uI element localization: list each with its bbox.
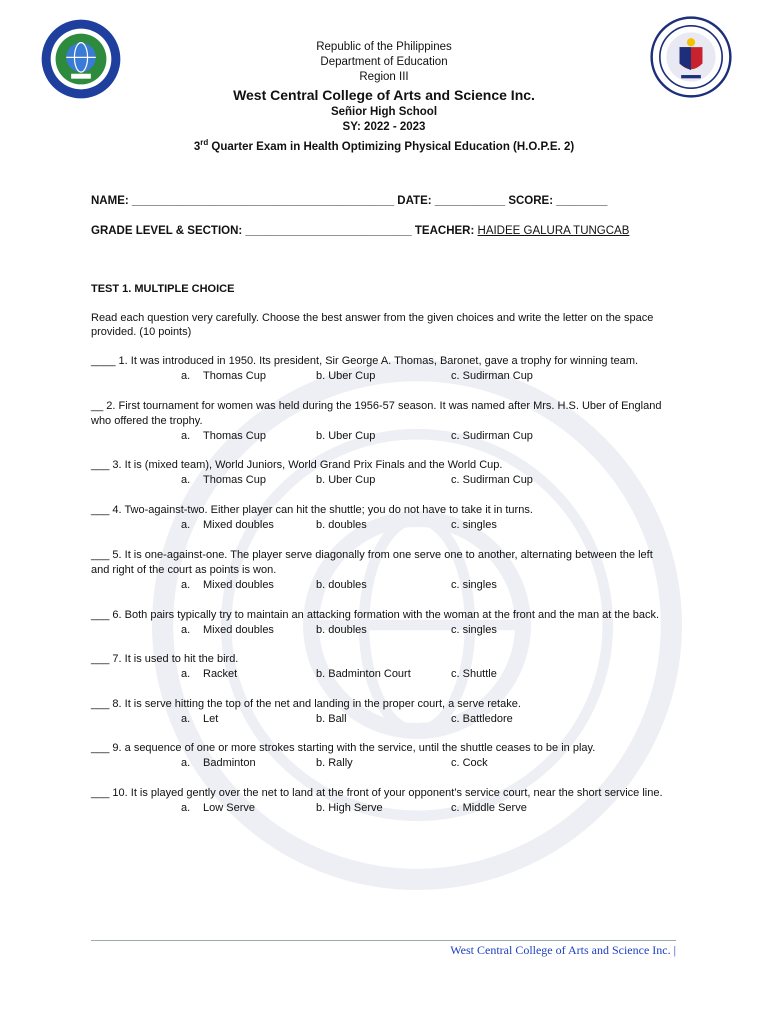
choice-a: a. Thomas Cup: [181, 474, 266, 486]
footer-divider: [91, 940, 676, 941]
choice-a: a. Thomas Cup: [181, 430, 266, 442]
question-item: [91, 652, 671, 682]
question-stem: ___ 5. It is one-against-one. The player serve diagonally from one serve one to another, alternating between the left and right of the court as points is won.: [91, 549, 653, 576]
choice-b: b. Ball: [316, 713, 347, 725]
choice-b: b. Uber Cup: [316, 370, 376, 382]
region-line: Region III: [359, 71, 409, 83]
choice-row: [91, 429, 671, 444]
question-stem: ___ 4. Two-against-two. Either player can hit the shuttle; you do not have to take it in turns.: [91, 504, 533, 516]
choice-c: c. Battledore: [451, 713, 513, 725]
choice-a: a. Let: [181, 713, 219, 725]
grade-teacher-row[interactable]: [91, 225, 629, 237]
choice-c: c. singles: [451, 624, 497, 636]
question-stem: ___ 6. Both pairs typically try to maintain an attacking formation with the woman at the front and the man at the back.: [91, 609, 660, 621]
school-name: West Central College of Arts and Science Inc.: [233, 87, 535, 103]
choice-c: c. Sudirman Cup: [451, 430, 533, 442]
school-level: Señior High School: [330, 106, 438, 118]
test-instructions: Read each question very carefully. Choose the best answer from the given choices and write the letter on the space provided. (10 points): [91, 312, 654, 338]
question-stem: ___ 8. It is serve hitting the top of the net and landing in the proper court, a serve retake.: [91, 698, 521, 710]
choice-b: b. doubles: [316, 624, 367, 636]
choice-row: [91, 369, 671, 384]
choice-row: [91, 801, 671, 816]
choice-a: a. Badminton: [181, 757, 256, 769]
exam-title: 3rd Quarter Exam in Health Optimizing Physical Education (H.O.P.E. 2): [193, 138, 575, 153]
question-stem: ____ 1. It was introduced in 1950. Its president, Sir George A. Thomas, Baronet, gave a trophy for winning team.: [91, 355, 639, 367]
choice-row: [91, 518, 671, 533]
choice-a: a. Low Serve: [181, 802, 255, 814]
choice-c: c. Sudirman Cup: [451, 474, 533, 486]
question-item: [91, 608, 671, 638]
republic-line: Republic of the Philippines: [316, 41, 452, 53]
choice-c: c. Shuttle: [451, 668, 497, 680]
choice-b: b. Badminton Court: [316, 668, 411, 680]
teacher-name: HAIDEE GALURA TUNGCAB: [477, 225, 630, 237]
choice-row: [91, 623, 671, 638]
choice-b: b. Uber Cup: [316, 430, 376, 442]
question-stem: ___ 3. It is (mixed team), World Juniors, World Grand Prix Finals and the World Cup.: [91, 459, 503, 471]
choice-row: [91, 578, 671, 593]
choice-c: c. Middle Serve: [451, 802, 527, 814]
choice-c: c. singles: [451, 579, 497, 591]
question-item: [91, 458, 671, 488]
choice-a: a. Thomas Cup: [181, 370, 266, 382]
choice-b: b. doubles: [316, 579, 367, 591]
choice-row: [91, 712, 671, 727]
document-header: [0, 40, 768, 155]
name-date-score-row[interactable]: NAME: _________________________________________ DATE: ___________ SCORE: ________: [91, 195, 608, 207]
school-year: SY: 2022 - 2023: [342, 121, 426, 133]
choice-b: b. doubles: [316, 519, 367, 531]
question-item: [91, 399, 671, 444]
question-item: [91, 354, 671, 384]
choice-b: b. Rally: [316, 757, 353, 769]
question-stem: ___ 7. It is used to hit the bird.: [91, 653, 239, 665]
question-item: [91, 697, 671, 727]
choice-a: a. Mixed doubles: [181, 579, 274, 591]
question-item: [91, 786, 671, 816]
choice-a: a. Racket: [181, 668, 238, 680]
choice-b: b. High Serve: [316, 802, 383, 814]
choice-c: c. Sudirman Cup: [451, 370, 533, 382]
choice-c: c. singles: [451, 519, 497, 531]
choice-c: c. Cock: [451, 757, 488, 769]
choice-a: a. Mixed doubles: [181, 624, 274, 636]
choice-b: b. Uber Cup: [316, 474, 376, 486]
footer-school-name: West Central College of Arts and Science Inc. |: [450, 943, 676, 957]
question-item: [91, 548, 671, 593]
question-item: [91, 741, 671, 771]
question-stem: ___ 9. a sequence of one or more strokes starting with the service, until the shuttle ceases to be in play.: [91, 742, 596, 754]
test-title: TEST 1. MULTIPLE CHOICE: [91, 283, 235, 295]
department-line: Department of Education: [320, 56, 448, 68]
choice-row: [91, 473, 671, 488]
choice-row: [91, 756, 671, 771]
question-stem: ___ 10. It is played gently over the net to land at the front of your opponent’s service court, near the short service line.: [91, 787, 663, 799]
choice-row: [91, 667, 671, 682]
choice-a: a. Mixed doubles: [181, 519, 274, 531]
question-stem: __ 2. First tournament for women was held during the 1956-57 season. It was named after Mrs. H.S. Uber of England who offered the trophy.: [91, 400, 662, 427]
grade-label: GRADE LEVEL & SECTION: __________________________ TEACHER:: [91, 225, 478, 237]
question-item: [91, 503, 671, 533]
question-list: [91, 354, 671, 816]
